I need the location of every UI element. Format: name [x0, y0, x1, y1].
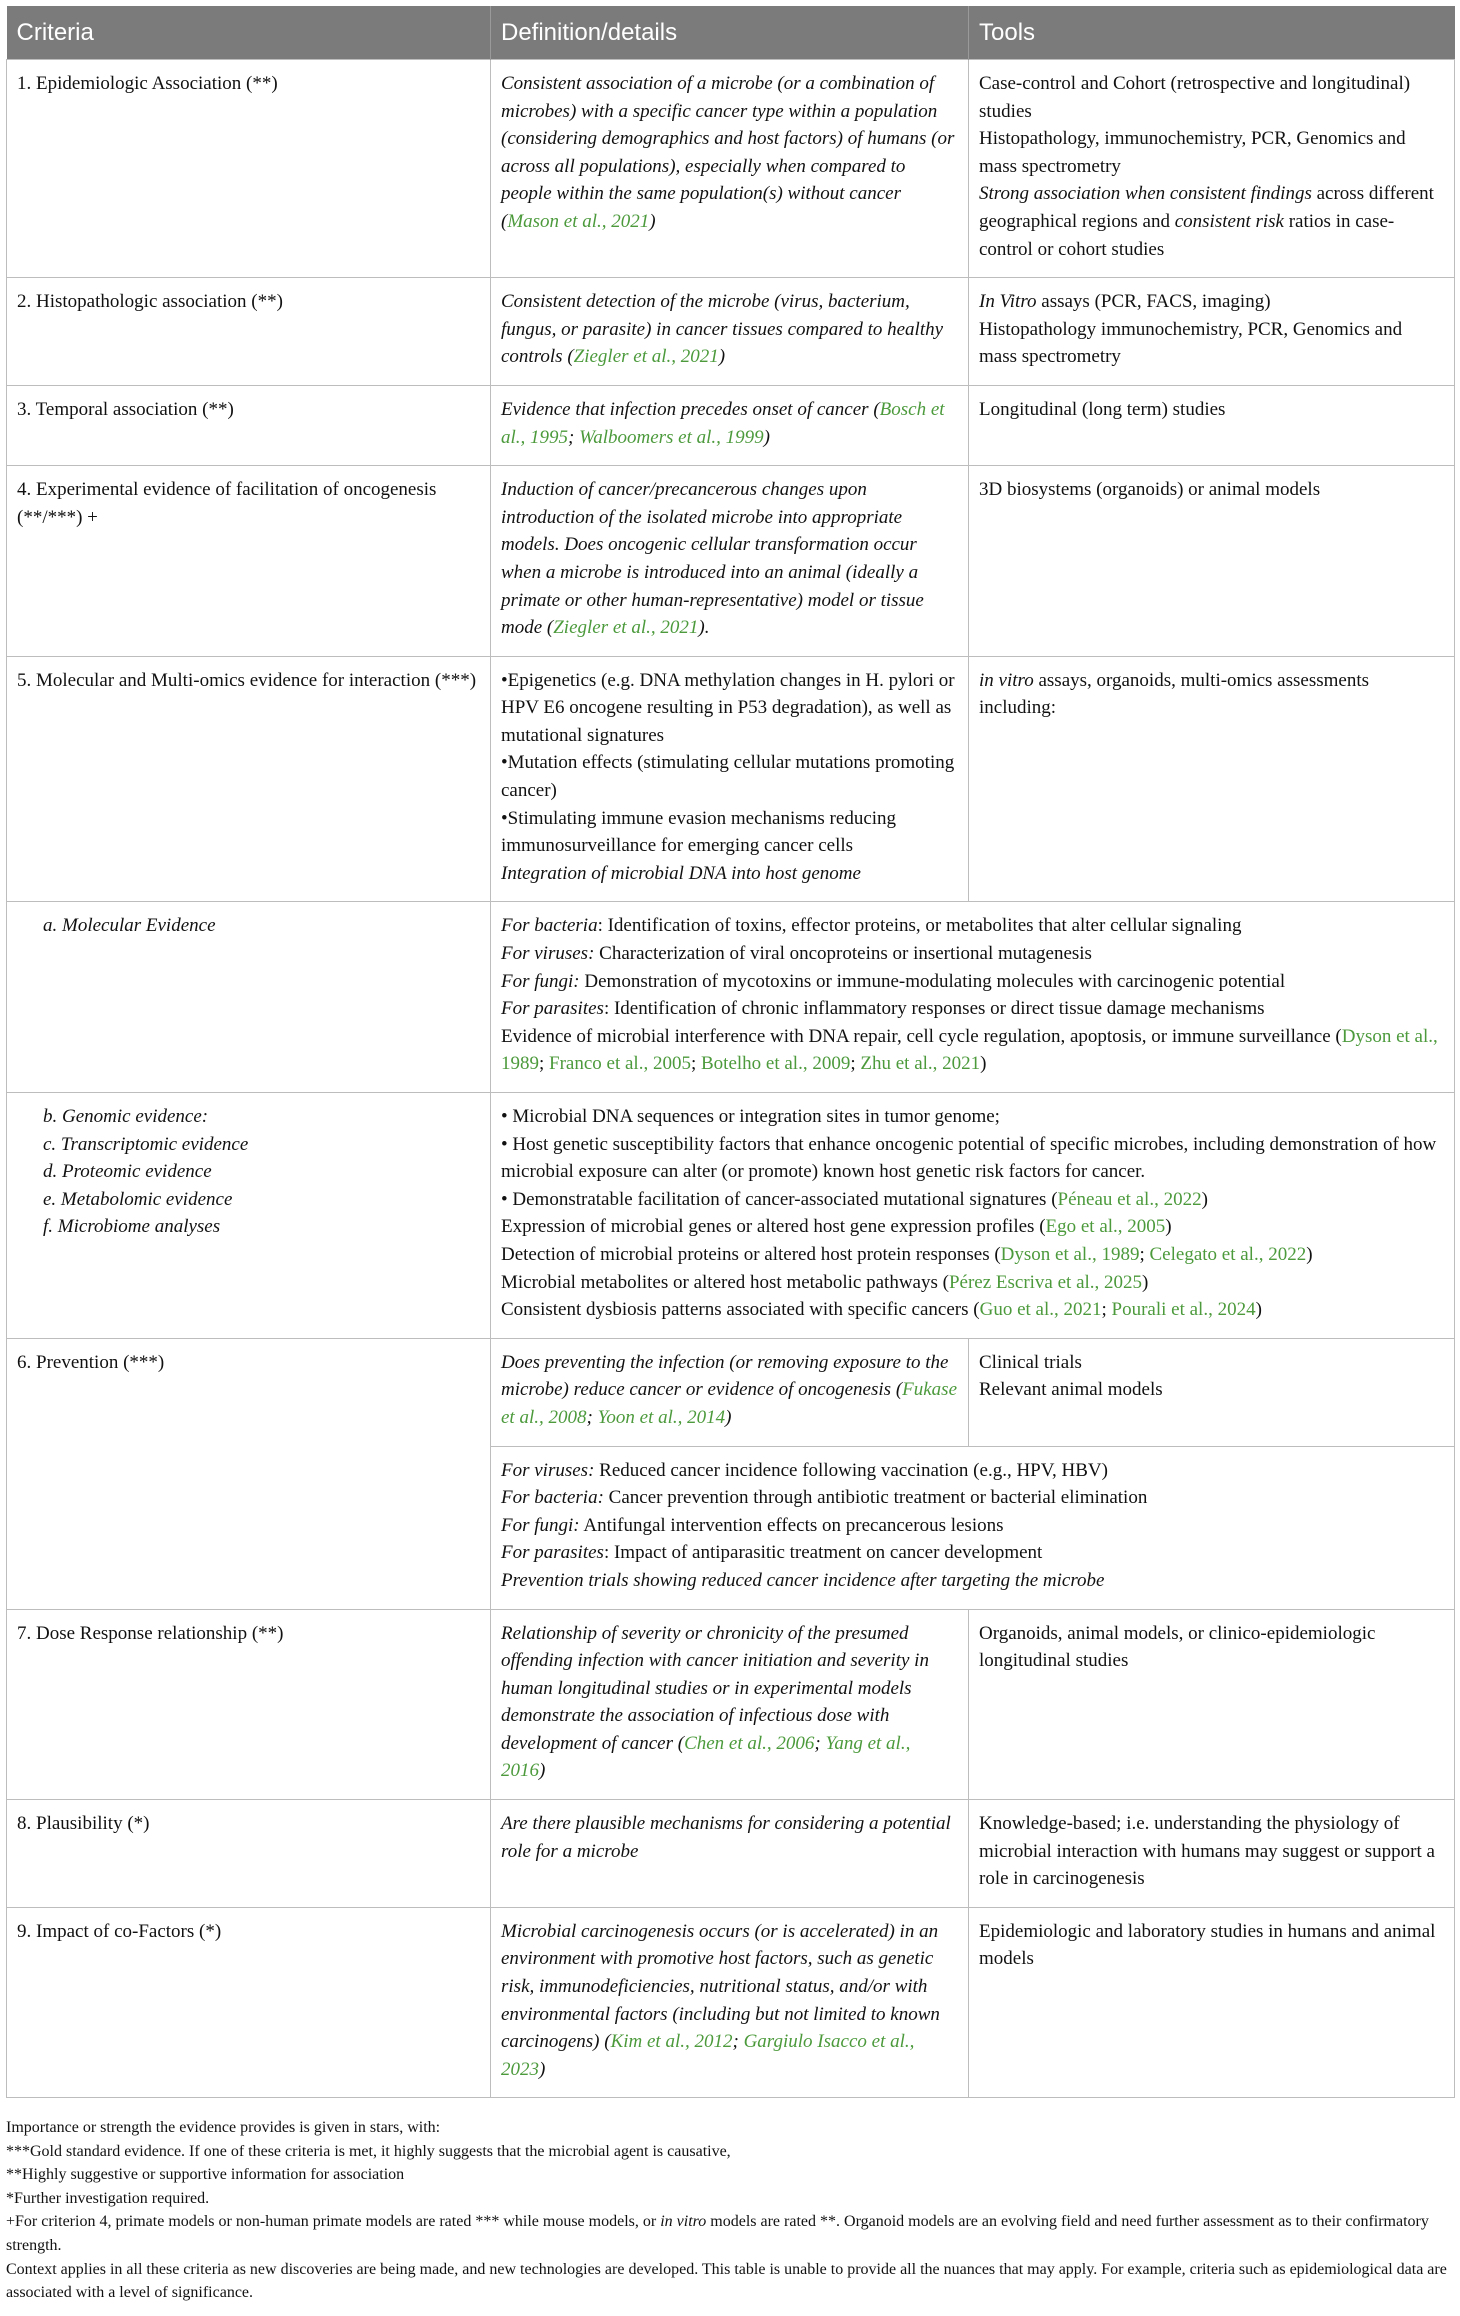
citation-link[interactable]: Mason et al., 2021 — [507, 210, 650, 232]
footnote: Context applies in all these criteria as new discoveries are being made, and new technologies are developed. This table is unable to provide all the nuances that may apply. For example, criteria such as epidemiological data are associated with a level of significance. — [6, 2260, 1447, 2302]
definition-cell: Induction of cancer/precancerous changes upon introduction of the isolated microbe into appropriate models. Does oncogenic cellular transformation occur when a microbe is introduced into an animal (ideally a primate or other human-representative) model or tissue mode (Ziegler et al., 2021). — [491, 466, 969, 657]
citation-link[interactable]: Chen et al., 2006 — [684, 1732, 815, 1754]
definition-cell: Does preventing the infection (or removing exposure to the microbe) reduce cancer or evidence of oncogenesis (Fukase et al., 2008; Yoon et al., 2014) — [491, 1338, 969, 1446]
table-row — [7, 656, 1455, 902]
tools-cell: Epidemiologic and laboratory studies in humans and animal models — [969, 1907, 1455, 2098]
merged-details-cell: For bacteria: Identification of toxins, effector proteins, or metabolites that alter cellular signaling For viruses: Characterization of viral oncoproteins or insertional mutagenesis For fungi: Demonstration of mycotoxins or immune-modulating molecules with carcinogenic potential For parasites: Identification of chronic inflammatory responses or direct tissue damage mechanisms Evidence of microbial interference with DNA repair, cell cycle regulation, apoptosis, or immune surveillance (Dyson et al., 1989; Franco et al., 2005; Botelho et al., 2009; Zhu et al., 2021) — [491, 902, 1455, 1093]
table-row — [7, 1093, 1455, 1339]
citation-link[interactable]: Kim et al., 2012 — [610, 2031, 733, 2053]
tools-cell: Knowledge-based; i.e. understanding the physiology of microbial interaction with humans may suggest or support a role in carcinogenesis — [969, 1800, 1455, 1908]
definition-cell: Consistent association of a microbe (or a combination of microbes) with a specific cancer type within a population (considering demographics and host factors) of humans (or across all populations), especially when compared to people within the same population(s) without cancer (Mason et al., 2021) — [491, 60, 969, 278]
criterion-cell: 8. Plausibility (*) — [7, 1800, 491, 1908]
table-row — [7, 902, 1455, 1093]
citation-link[interactable]: Zhu et al., 2021 — [860, 1053, 981, 1075]
citation-link[interactable]: Botelho et al., 2009 — [701, 1053, 851, 1075]
footnote: *Further investigation required. — [6, 2189, 210, 2207]
table-row — [7, 60, 1455, 278]
criterion-cell: 1. Epidemiologic Association (**) — [7, 60, 491, 278]
citation-link[interactable]: Péneau et al., 2022 — [1057, 1188, 1202, 1210]
sub-criterion-cell: b. Genomic evidence: c. Transcriptomic evidence d. Proteomic evidence e. Metabolomic evidence f. Microbiome analyses — [7, 1093, 491, 1339]
definition-cell: Microbial carcinogenesis occurs (or is accelerated) in an environment with promotive host factors, such as genetic risk, immunodeficiencies, nutritional status, and/or with environmental factors (including but not limited to known carcinogens) (Kim et al., 2012; Gargiulo Isacco et al., 2023) — [491, 1907, 969, 2098]
tools-cell: Clinical trials Relevant animal models — [969, 1338, 1455, 1446]
criterion-cell: 5. Molecular and Multi-omics evidence for interaction (***) — [7, 656, 491, 902]
footnote: ***Gold standard evidence. If one of these criteria is met, it highly suggests that the microbial agent is causative, — [6, 2142, 731, 2160]
criterion-cell: 9. Impact of co-Factors (*) — [7, 1907, 491, 2098]
tools-cell: In Vitro assays (PCR, FACS, imaging) Histopathology immunochemistry, PCR, Genomics and mass spectrometry — [969, 278, 1455, 386]
table-row — [7, 278, 1455, 386]
tools-cell: Case-control and Cohort (retrospective and longitudinal) studies Histopathology, immunochemistry, PCR, Genomics and mass spectrometry Strong association when consistent findings across different geographical regions and consistent risk ratios in case-control or cohort studies — [969, 60, 1455, 278]
footnote: Importance or strength the evidence provides is given in stars, with: — [6, 2119, 441, 2136]
definition-cell: Evidence that infection precedes onset of cancer (Bosch et al., 1995; Walboomers et al., 1999) — [491, 385, 969, 465]
definition-cell: •Epigenetics (e.g. DNA methylation changes in H. pylori or HPV E6 oncogene resulting in P53 degradation), as well as mutational signatures •Mutation effects (stimulating cellular mutations promoting cancer) •Stimulating immune evasion mechanisms reducing immunosurveillance for emerging cancer cells Integration of microbial DNA into host genome — [491, 656, 969, 902]
citation-link[interactable]: Yoon et al., 2014 — [597, 1406, 726, 1428]
criterion-cell: 7. Dose Response relationship (**) — [7, 1609, 491, 1800]
table-row — [7, 466, 1455, 657]
footnote: **Highly suggestive or supportive information for association — [6, 2166, 405, 2184]
footnote: +For criterion 4, primate models or non-human primate models are rated *** while mouse models, or in vitro models are rated **. Organoid models are an evolving field and need further assessment as to their confirmatory strength. — [6, 2213, 1429, 2254]
criterion-cell: 2. Histopathologic association (**) — [7, 278, 491, 386]
citation-link[interactable]: Celegato et al., 2022 — [1149, 1243, 1307, 1265]
criterion-cell: 4. Experimental evidence of facilitation of oncogenesis (**/***) + — [7, 466, 491, 657]
citation-link[interactable]: Walboomers et al., 1999 — [579, 426, 764, 448]
header-criteria: Criteria — [7, 6, 491, 60]
criteria-table — [6, 6, 1455, 2098]
tools-cell: Longitudinal (long term) studies — [969, 385, 1455, 465]
citation-link[interactable]: Dyson et al., 1989 — [501, 1025, 1438, 1075]
merged-details-cell: • Microbial DNA sequences or integration sites in tumor genome; • Host genetic susceptibility factors that enhance oncogenic potential of specific microbes, including demonstration of how microbial exposure can alter (or promote) known host genetic risk factors for cancer. • Demonstratable facilitation of cancer-associated mutational signatures (Péneau et al., 2022) Expression of microbial genes or altered host gene expression profiles (Ego et al., 2005) Detection of microbial proteins or altered host protein responses (Dyson et al., 1989; Celegato et al., 2022) Microbial metabolites or altered host metabolic pathways (Pérez Escriva et al., 2025) Consistent dysbiosis patterns associated with specific cancers (Guo et al., 2021; Pourali et al., 2024) — [491, 1093, 1455, 1339]
table-header-row — [7, 6, 1455, 60]
table-row — [7, 1800, 1455, 1908]
tools-cell: Organoids, animal models, or clinico-epidemiologic longitudinal studies — [969, 1609, 1455, 1800]
table-row — [7, 1609, 1455, 1800]
table-row — [7, 385, 1455, 465]
citation-link[interactable]: Bosch et al., 1995 — [501, 398, 945, 448]
tools-cell: 3D biosystems (organoids) or animal models — [969, 466, 1455, 657]
tools-cell: in vitro assays, organoids, multi-omics assessments including: — [969, 656, 1455, 902]
citation-link[interactable]: Pérez Escriva et al., 2025 — [948, 1271, 1143, 1293]
citation-link[interactable]: Gargiulo Isacco et al., 2023 — [501, 2031, 915, 2080]
criterion-cell: 6. Prevention (***) — [7, 1338, 491, 1609]
citation-link[interactable]: Ego et al., 2005 — [1045, 1216, 1166, 1238]
definition-cell: Consistent detection of the microbe (virus, bacterium, fungus, or parasite) in cancer tissues compared to healthy controls (Ziegler et al., 2021) — [491, 278, 969, 386]
table-footnotes — [6, 2116, 1454, 2305]
definition-cell: Are there plausible mechanisms for considering a potential role for a microbe — [491, 1800, 969, 1908]
citation-link[interactable]: Pourali et al., 2024 — [1111, 1299, 1256, 1321]
citation-link[interactable]: Ziegler et al., 2021 — [553, 617, 699, 639]
citation-link[interactable]: Fukase et al., 2008 — [501, 1379, 958, 1428]
citation-link[interactable]: Guo et al., 2021 — [979, 1299, 1102, 1321]
citation-link[interactable]: Ziegler et al., 2021 — [573, 346, 719, 368]
merged-details-cell: For viruses: Reduced cancer incidence following vaccination (e.g., HPV, HBV) For bacteria: Cancer prevention through antibiotic treatment or bacterial elimination For fungi: Antifungal intervention effects on precancerous lesions For parasites: Impact of antiparasitic treatment on cancer development Prevention trials showing reduced cancer incidence after targeting the microbe — [491, 1446, 1455, 1609]
citation-link[interactable]: Dyson et al., 1989 — [1000, 1243, 1140, 1265]
definition-cell: Relationship of severity or chronicity of the presumed offending infection with cancer initiation and severity in human longitudinal studies or in experimental models demonstrate the association of infectious dose with development of cancer (Chen et al., 2006; Yang et al., 2016) — [491, 1609, 969, 1800]
table-row — [7, 1338, 1455, 1446]
table-row — [7, 1907, 1455, 2098]
citation-link[interactable]: Franco et al., 2005 — [549, 1053, 691, 1075]
criterion-cell: 3. Temporal association (**) — [7, 385, 491, 465]
header-tools: Tools — [969, 6, 1455, 60]
header-definition: Definition/details — [491, 6, 969, 60]
citation-link[interactable]: Yang et al., 2016 — [501, 1732, 911, 1782]
sub-criterion-cell: a. Molecular Evidence — [7, 902, 491, 1093]
